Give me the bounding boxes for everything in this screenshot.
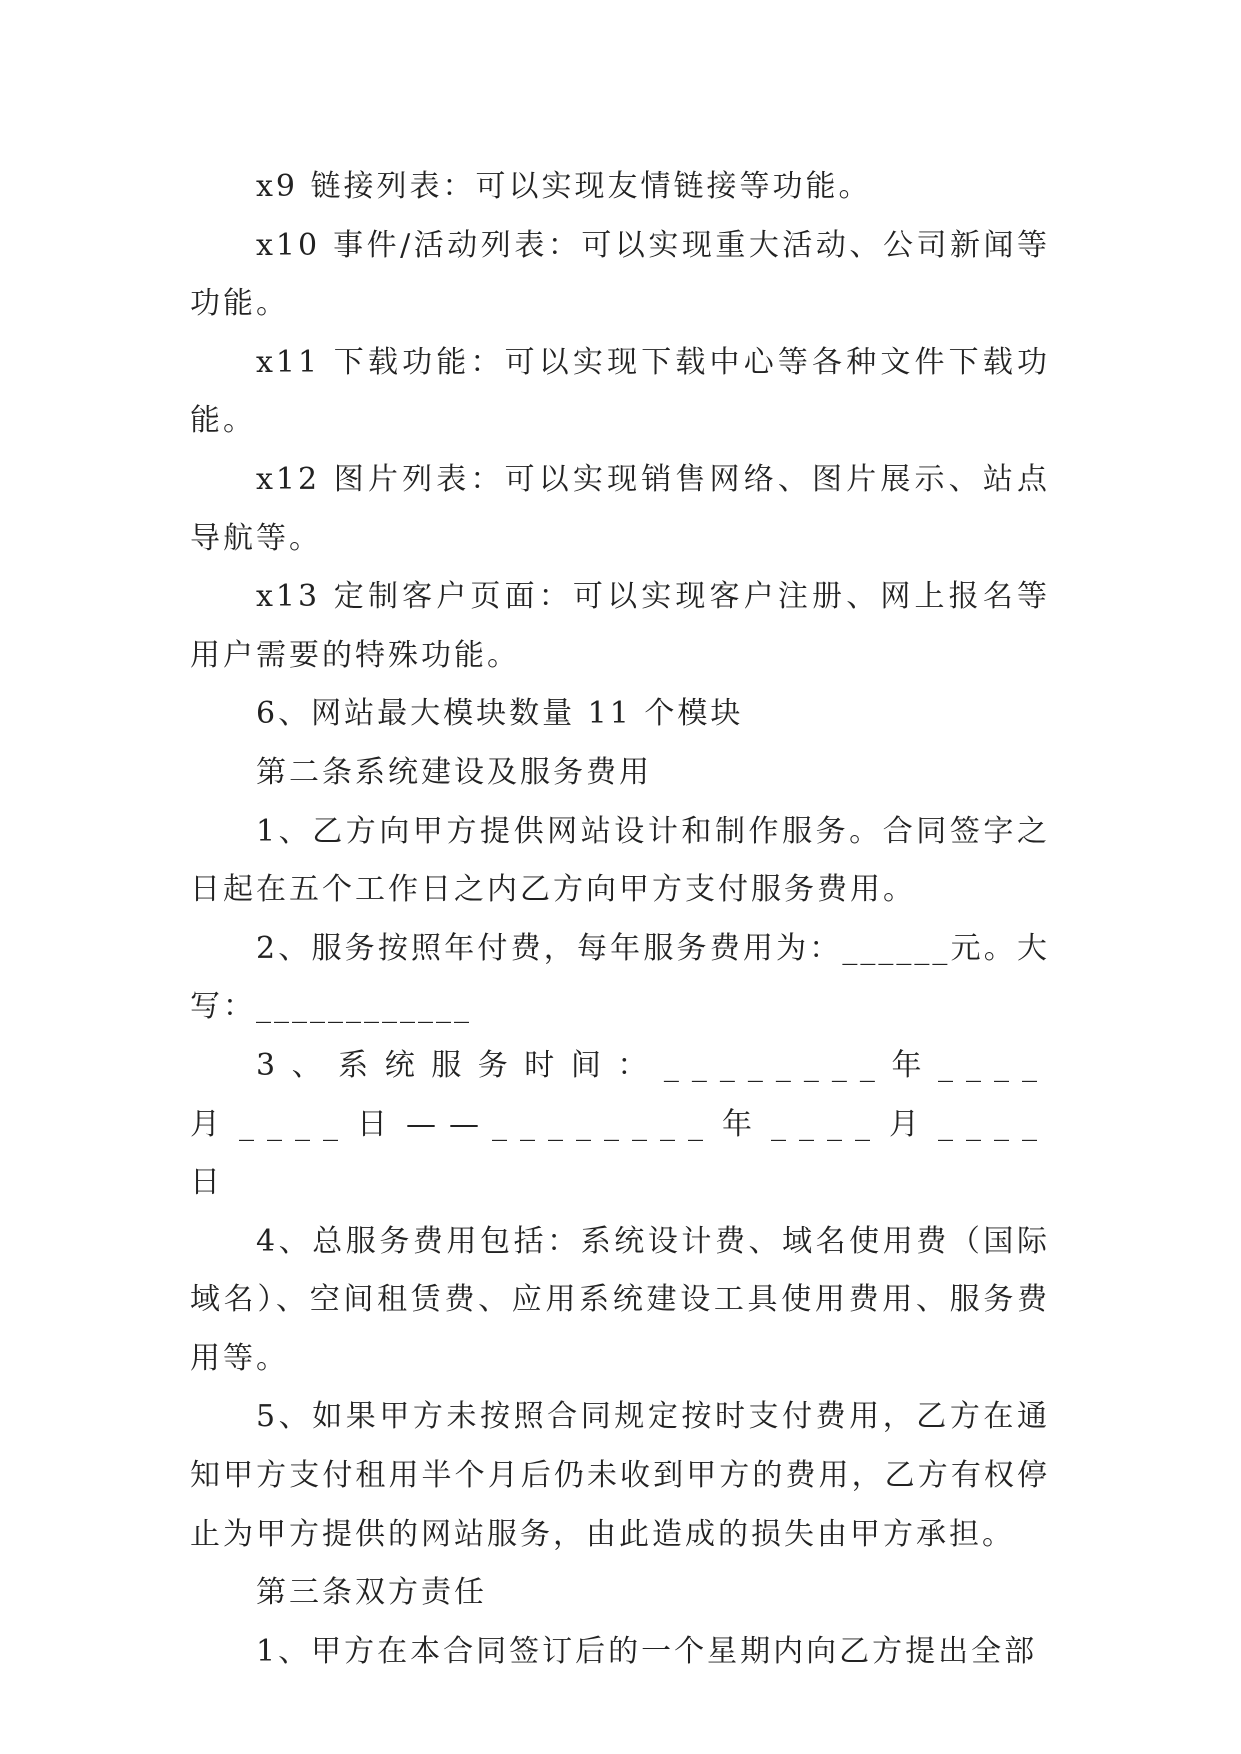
paragraph-annual-fee: 2、服务按照年付费，每年服务费用为：______元。大写：____________ xyxy=(190,930,1050,1025)
document-body xyxy=(190,158,1050,1681)
paragraph-design-service: 1、乙方向甲方提供网站设计和制作服务。合同签字之日起在五个工作日之内乙方向甲方支付服务费用。 xyxy=(190,813,1050,908)
paragraph-service-period: 3、系统服务时间：________年____月____日——________年____月____日 xyxy=(190,1047,1050,1201)
paragraph-events-list: x10 事件/活动列表：可以实现重大活动、公司新闻等功能。 xyxy=(190,227,1050,322)
section-heading-article-2: 第二条系统建设及服务费用 xyxy=(256,754,652,790)
section-heading-article-3: 第三条双方责任 xyxy=(256,1575,487,1611)
paragraph-max-modules: 6、网站最大模块数量 11 个模块 xyxy=(256,696,744,732)
paragraph-download-function: x11 下载功能：可以实现下载中心等各种文件下载功能。 xyxy=(190,344,1050,439)
paragraph-image-list: x12 图片列表：可以实现销售网络、图片展示、站点导航等。 xyxy=(190,461,1050,556)
paragraph-party-a-duty: 1、甲方在本合同签订后的一个星期内向乙方提出全部 xyxy=(256,1633,1038,1669)
paragraph-late-payment: 5、如果甲方未按照合同规定按时支付费用，乙方在通知甲方支付租用半个月后仍未收到甲方的费用，乙方有权停止为甲方提供的网站服务，由此造成的损失由甲方承担。 xyxy=(190,1399,1050,1552)
paragraph-links-list: x9 链接列表：可以实现友情链接等功能。 xyxy=(256,169,872,204)
paragraph-custom-client-page: x13 定制客户页面：可以实现客户注册、网上报名等用户需要的特殊功能。 xyxy=(190,579,1050,673)
paragraph-total-fee-items: 4、总服务费用包括：系统设计费、域名使用费（国际域名）、空间租赁费、应用系统建设工具使用费用、服务费用等。 xyxy=(190,1223,1050,1376)
